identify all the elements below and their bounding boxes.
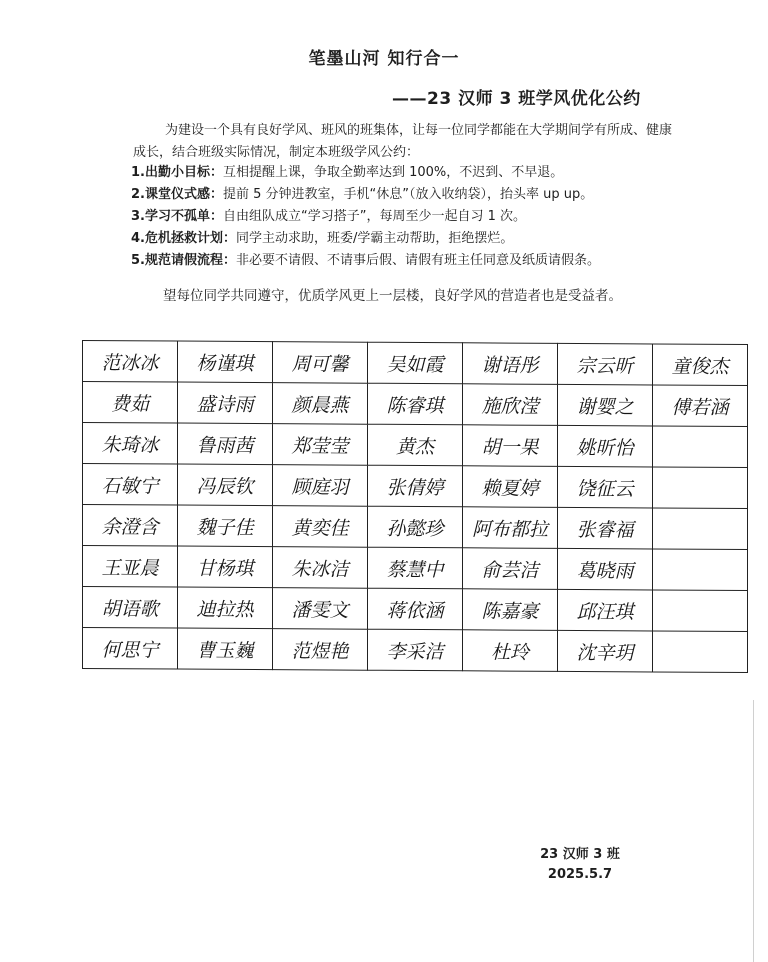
signature-row: [83, 504, 748, 549]
rule-item: [131, 250, 691, 272]
signature-cell: 李采洁: [368, 629, 463, 671]
rules-list: [131, 162, 691, 272]
empty-signature-cell: [653, 508, 748, 550]
signature-row: [83, 381, 748, 426]
signature-cell: 吴如霞: [368, 342, 463, 384]
signature-table: [82, 340, 748, 673]
signature-cell: 陈睿琪: [368, 383, 463, 425]
empty-signature-cell: [653, 467, 748, 509]
signature-cell: 黄奕佳: [273, 506, 368, 548]
signature-cell: 蒋依涵: [368, 588, 463, 630]
page-fold-line: [753, 700, 754, 962]
signature-row: [83, 463, 748, 508]
rule-heading: 4.危机拯救计划：: [131, 231, 236, 246]
intro-paragraph: 为建设一个具有良好学风、班风的班集体，让每一位同学都能在大学期间学有所成、健康成长，结合班级实际情况，制定本班级学风公约：: [133, 123, 673, 160]
signature-cell: 王亚晨: [83, 545, 178, 587]
signature-cell: 石敏宁: [83, 463, 178, 505]
signature-cell: 颜晨燕: [273, 383, 368, 425]
page-title: 笔墨山河 知行合一: [308, 49, 460, 69]
signature-cell: 费茹: [83, 381, 178, 423]
signature-cell: 朱琦冰: [83, 422, 178, 464]
rule-heading: 1.出勤小目标：: [131, 165, 223, 180]
signature-cell: 谢语彤: [463, 343, 558, 385]
signature-cell: 葛晓雨: [558, 548, 653, 590]
signature-cell: 赖夏婷: [463, 466, 558, 508]
signature-cell: 阿布都拉: [463, 507, 558, 549]
signature-cell: 黄杰: [368, 424, 463, 466]
signature-cell: 谢婴之: [558, 384, 653, 426]
signoff-block: [520, 845, 640, 885]
signature-cell: 曹玉巍: [178, 628, 273, 670]
rule-text: 同学主动求助，班委/学霸主动帮助，拒绝摆烂。: [235, 231, 514, 246]
signature-cell: 冯辰钦: [178, 464, 273, 506]
empty-signature-cell: [653, 549, 748, 591]
closing-statement: 望每位同学共同遵守，优质学风更上一层楼，良好学风的营造者也是受益者。: [163, 288, 622, 304]
empty-signature-cell: [653, 590, 748, 632]
signature-cell: 孙懿珍: [368, 506, 463, 548]
signature-cell: 周可馨: [273, 342, 368, 384]
page-subtitle: ——23 汉师 3 班学风优化公约: [392, 89, 641, 109]
signature-cell: 宗云昕: [558, 343, 653, 385]
signature-cell: 范冰冰: [83, 340, 178, 382]
signature-row: [83, 340, 748, 385]
signature-cell: 潘雯文: [273, 588, 368, 630]
signature-cell: 魏子佳: [178, 505, 273, 547]
empty-signature-cell: [653, 631, 748, 673]
signature-cell: 盛诗雨: [178, 382, 273, 424]
empty-signature-cell: [653, 426, 748, 468]
rule-item: [131, 184, 691, 206]
signature-cell: 鲁雨茜: [178, 423, 273, 465]
signature-cell: 胡语歌: [83, 586, 178, 628]
rule-heading: 2.课堂仪式感：: [131, 187, 223, 202]
signature-cell: 姚昕怡: [558, 425, 653, 467]
signature-row: [83, 422, 748, 467]
signature-cell: 余澄含: [83, 504, 178, 546]
signoff-class: 23 汉师 3 班: [540, 847, 620, 862]
signature-cell: 郑莹莹: [273, 424, 368, 466]
signature-cell: 张睿福: [558, 507, 653, 549]
signature-cell: 迪拉热: [178, 587, 273, 629]
signature-cell: 范煜艳: [273, 629, 368, 671]
signature-row: [83, 586, 748, 631]
rule-text: 自由组队成立“学习搭子”，每周至少一起自习 1 次。: [222, 209, 526, 224]
signature-cell: 杨谨琪: [178, 341, 273, 383]
signature-cell: 张倩婷: [368, 465, 463, 507]
rule-item: [131, 228, 691, 250]
rule-heading: 3.学习不孤单：: [131, 209, 223, 224]
signature-row: [83, 545, 748, 590]
signature-cell: 陈嘉豪: [463, 589, 558, 631]
rule-heading: 5.规范请假流程：: [131, 253, 236, 268]
signature-cell: 顾庭羽: [273, 465, 368, 507]
rule-text: 互相提醒上课，争取全勤率达到 100%，不迟到、不早退。: [222, 165, 564, 180]
signature-cell: 胡一果: [463, 425, 558, 467]
signature-cell: 杜玲: [463, 630, 558, 672]
signature-table-body: [83, 340, 748, 672]
signature-cell: 何思宁: [83, 627, 178, 669]
signature-cell: 沈辛玥: [558, 630, 653, 672]
signature-cell: 甘杨琪: [178, 546, 273, 588]
rule-item: [131, 206, 691, 228]
rule-text: 非必要不请假、不请事后假、请假有班主任同意及纸质请假条。: [235, 253, 600, 268]
signature-cell: 邱汪琪: [558, 589, 653, 631]
signature-cell: 俞芸洁: [463, 548, 558, 590]
signature-cell: 饶征云: [558, 466, 653, 508]
rule-item: [131, 162, 691, 184]
signature-cell: 童俊杰: [653, 344, 748, 386]
signoff-date: 2025.5.7: [547, 867, 613, 882]
signature-cell: 蔡慧中: [368, 547, 463, 589]
rule-text: 提前 5 分钟进教室，手机“休息”（放入收纳袋），抬头率 up up。: [222, 187, 594, 202]
signature-cell: 朱冰洁: [273, 547, 368, 589]
signature-cell: 施欣滢: [463, 384, 558, 426]
signature-row: [83, 627, 748, 672]
signature-cell: 傅若涵: [653, 385, 748, 427]
